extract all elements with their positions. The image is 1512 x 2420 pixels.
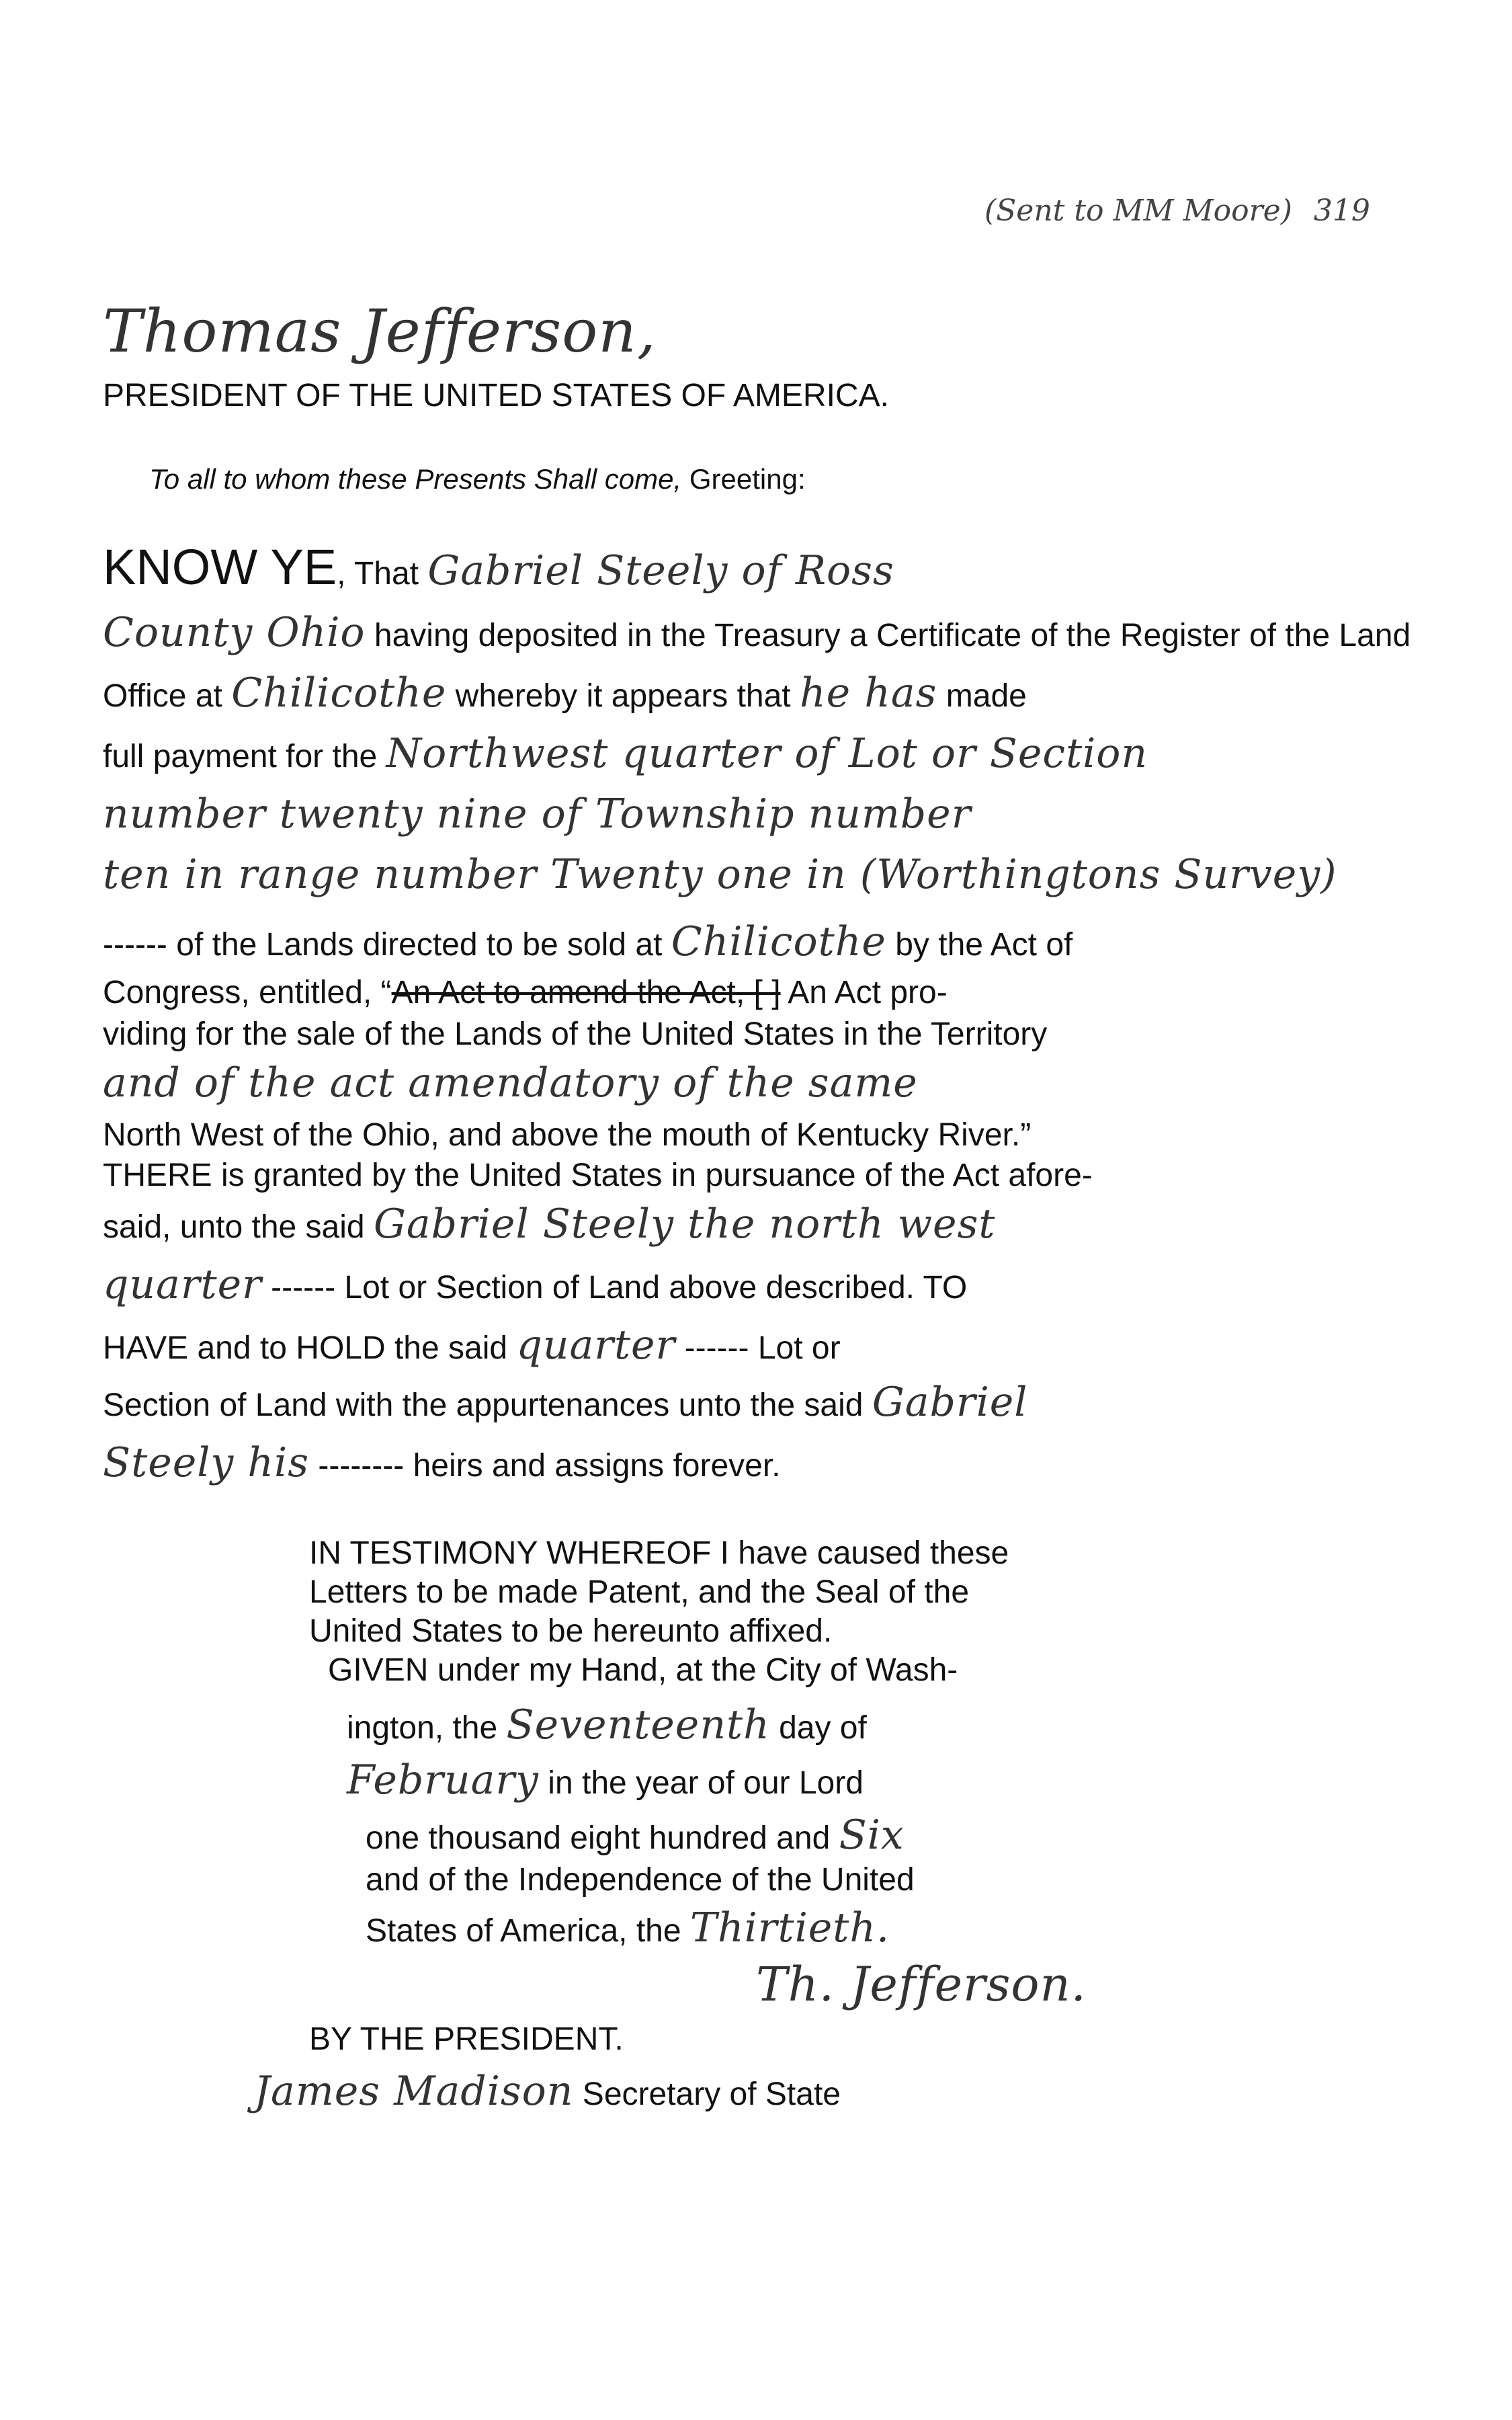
states-america-text: States of America, the <box>366 1913 681 1949</box>
body-line-17 <box>103 1439 781 1487</box>
he-has: he has <box>799 670 937 717</box>
body-line-14 <box>103 1260 967 1309</box>
office-place: Chilicothe <box>231 670 447 717</box>
independence-year-value: Thirtieth. <box>689 1904 890 1951</box>
testimony-line-7 <box>366 1811 905 1859</box>
body-line-12: THERE is granted by the United States in pursuance of the Act afore- <box>103 1158 1093 1193</box>
act-pro-text: An Act pro- <box>788 975 948 1010</box>
president-title: PRESIDENT OF THE UNITED STATES OF AMERICA. <box>103 378 889 413</box>
body-line-4 <box>103 729 1148 778</box>
ington-text: ington, the <box>347 1710 498 1746</box>
sent-to-note: (Sent to MM Moore) <box>984 194 1292 228</box>
body-line-15 <box>103 1321 841 1369</box>
day-value: Seventeenth <box>506 1701 770 1748</box>
body-line-13 <box>103 1200 995 1248</box>
testimony-line-8: and of the Independence of the United <box>366 1862 915 1898</box>
page-number: 319 <box>1313 194 1370 228</box>
day-of-text: day of <box>779 1710 867 1746</box>
land-description-1: Northwest quarter of Lot or Section <box>386 730 1148 777</box>
secretary-line <box>254 2067 841 2115</box>
testimony-line-3: United States to be hereunto affixed. <box>309 1613 833 1649</box>
year-of-lord-text: in the year of our Lord <box>548 1765 864 1801</box>
body-line-7 <box>103 918 1073 966</box>
body-line-2 <box>103 608 1411 657</box>
testimony-line-6 <box>347 1756 864 1804</box>
lands-directed-text: ------ of the Lands directed to be sold at <box>103 927 663 963</box>
testimony-line-5 <box>347 1701 867 1749</box>
made-text: made <box>946 678 1027 714</box>
quarter-word-1: quarter <box>103 1261 262 1308</box>
lot-section-text: ------ Lot or Section of Land above described. TO <box>271 1270 968 1305</box>
county-name: County Ohio <box>103 609 366 656</box>
testimony-line-2: Letters to be made Patent, and the Seal of the <box>309 1574 970 1610</box>
office-at-text: Office at <box>103 678 222 714</box>
body-line-16 <box>103 1378 1028 1426</box>
having-deposited-text: having deposited in the Treasury a Certificate of the Register of the Land <box>374 618 1411 653</box>
greeting-address: To all to whom these Presents Shall come, <box>149 463 682 495</box>
gabriel-name: Gabriel <box>872 1379 1028 1426</box>
heirs-text: -------- heirs and assigns forever. <box>318 1448 781 1484</box>
testimony-line-1: IN TESTIMONY WHEREOF I have caused these <box>309 1535 1009 1571</box>
header-note <box>984 194 1370 229</box>
lot-or-text: ------ Lot or <box>684 1330 841 1366</box>
president-signature: Th. Jefferson. <box>756 1957 1087 2012</box>
full-payment-text: full payment for the <box>103 739 378 774</box>
by-the-president: BY THE PRESIDENT. <box>309 2021 624 2057</box>
amendatory-insert: and of the act amendatory of the same <box>103 1059 918 1106</box>
grantee-name-2: Gabriel Steely the north west <box>373 1201 996 1248</box>
that-word: , That <box>337 556 419 592</box>
whereby-text: whereby it appears that <box>455 678 791 714</box>
know-ye: KNOW YE <box>103 539 337 595</box>
secretary-title: Secretary of State <box>582 2076 841 2112</box>
by-act-text: by the Act of <box>895 927 1073 963</box>
president-name: Thomas Jefferson, <box>103 296 657 366</box>
month-value: February <box>347 1757 539 1804</box>
body-line-11: North West of the Ohio, and above the mouth of Kentucky River.” <box>103 1117 1032 1153</box>
body-line-3 <box>103 669 1027 717</box>
land-description-3: ten in range number Twenty one in (Worthingtons Survey) <box>103 851 1337 898</box>
quarter-word-2: quarter <box>516 1322 676 1369</box>
have-hold-text: HAVE and to HOLD the said <box>103 1330 508 1366</box>
said-unto-text: said, unto the said <box>103 1209 365 1245</box>
one-thousand-text: one thousand eight hundred and <box>366 1820 831 1856</box>
section-unto-text: Section of Land with the appurtenances unto the said <box>103 1387 864 1423</box>
land-description-2: number twenty nine of Township number <box>103 791 972 838</box>
know-ye-line <box>103 538 894 598</box>
body-line-9: viding for the sale of the Lands of the United States in the Territory <box>103 1016 1048 1052</box>
sale-place: Chilicothe <box>671 918 886 965</box>
year-value: Six <box>839 1812 905 1859</box>
grantee-name: Gabriel Steely of Ross <box>427 547 894 594</box>
body-line-8 <box>103 973 948 1012</box>
greeting-word: Greeting: <box>689 463 806 495</box>
struck-text: An Act to amend the Act, [ ] <box>391 975 781 1010</box>
greeting-line <box>149 462 806 496</box>
steely-his: Steely his <box>103 1439 310 1486</box>
testimony-line-9 <box>366 1904 890 1952</box>
testimony-line-4: GIVEN under my Hand, at the City of Wash- <box>328 1652 958 1688</box>
congress-entitled-text: Congress, entitled, “ <box>103 975 392 1010</box>
secretary-signature: James Madison <box>254 2068 574 2115</box>
